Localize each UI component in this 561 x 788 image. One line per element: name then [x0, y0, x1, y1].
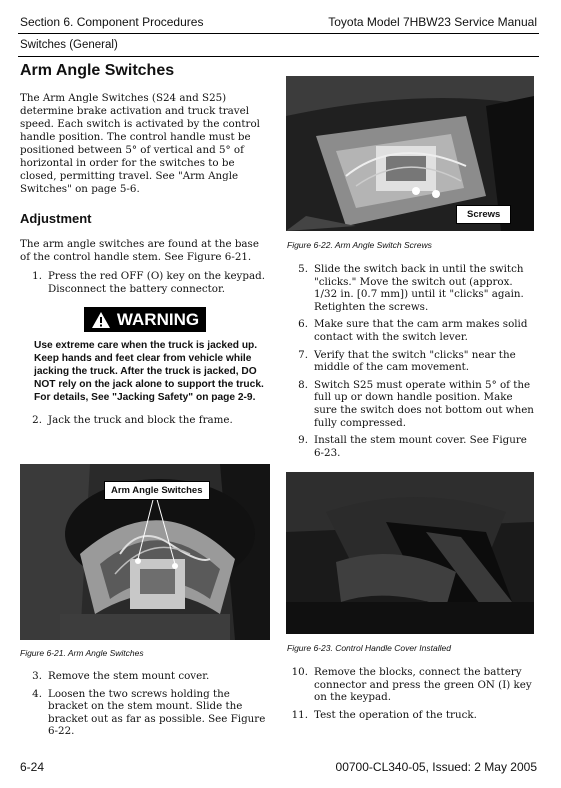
list-item: 3. Remove the stem mount cover.: [32, 670, 210, 682]
adjustment-heading: Adjustment: [20, 211, 92, 226]
list-item: 8. Switch S25 must operate within 5° of the full up or down handle position. Make sure the switch does not bottom out when fully compressed.: [298, 378, 534, 429]
figure-6-22-callout: Screws: [456, 205, 511, 224]
step-list-2: [20, 414, 270, 427]
warning-triangle-icon: [91, 311, 111, 329]
document-id: 00700-CL340-05, Issued: 2 May 2005: [335, 760, 537, 774]
warning-label: WARNING: [84, 307, 206, 332]
subsection-label: Switches (General): [20, 39, 118, 51]
header-rule: [18, 33, 539, 34]
figure-6-23-caption: Figure 6-23. Control Handle Cover Installed: [287, 643, 451, 653]
section-label: Section 6. Component Procedures: [20, 15, 204, 29]
list-item: 7. Verify that the switch "clicks" near the middle of the cam movement.: [298, 348, 516, 374]
warning-text: Use extreme care when the truck is jacked up. Keep hands and feet clear from vehicle while jacking the truck. After the truck is jacked, DO NOT rely on the jack alone to support the truck. For details, See "Jacking Safety" on page 2-9.: [34, 340, 264, 404]
list-item: 1. Press the red OFF (O) key on the keypad. Disconnect the battery connector.: [32, 270, 265, 295]
adjustment-intro: The arm angle switches are found at the base of the control handle stem. See Figure 6-21.: [20, 238, 259, 263]
list-item: 11. Test the operation of the truck.: [291, 708, 477, 721]
figure-6-21-callout: Arm Angle Switches: [104, 481, 210, 500]
list-item: 10. Remove the blocks, connect the battery connector and press the green ON (I) key on the keypad.: [291, 666, 532, 704]
figure-6-21-caption: Figure 6-21. Arm Angle Switches: [20, 648, 144, 658]
list-item: 6. Make sure that the cam arm makes solid contact with the switch lever.: [298, 318, 528, 343]
page-number: 6-24: [20, 760, 45, 774]
list-item: 2. Jack the truck and block the frame.: [32, 414, 233, 427]
manual-title: Toyota Model 7HBW23 Service Manual: [328, 15, 537, 29]
list-item: 4. Loosen the two screws holding the bracket on the stem mount. Slide the bracket out as far as possible. See Figure 6-22.: [32, 687, 266, 738]
step-list-3: [20, 670, 272, 743]
figure-6-23-photo: [286, 472, 534, 634]
intro-paragraph: The Arm Angle Switches (S24 and S25) determine brake activation and truck travel speed. Each switch is activated by the control handle position. The control handle must be positioned between 5° of vertical and 5° of horizontal in order for the switches to be closed, permitting travel. See "Arm Angle Switches" on page 5-6.: [20, 92, 260, 195]
subsection-rule: [18, 56, 539, 57]
list-item: 5. Slide the switch back in until the switch "clicks." Move the switch out (approx. 1/32 in. [0.7 mm]) until it "clicks" again. Retighten the screws.: [298, 263, 524, 313]
list-item: 9. Install the stem mount cover. See Figure 6-23.: [298, 434, 527, 459]
left-column: [20, 62, 270, 432]
figure-6-22-caption: Figure 6-22. Arm Angle Switch Screws: [287, 240, 432, 250]
step-list-1: [20, 270, 270, 295]
step-list-4: [286, 263, 536, 464]
step-list-5: [286, 666, 536, 726]
page-title: Arm Angle Switches: [20, 62, 175, 79]
